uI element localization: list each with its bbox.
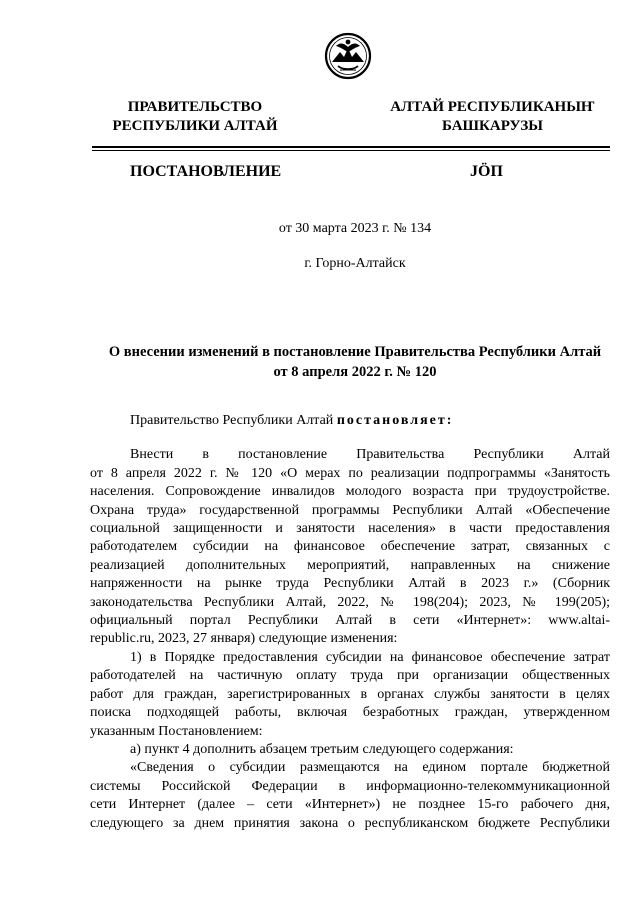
title-line: О внесении изменений в постановление Правительства Республики Алтай	[108, 344, 602, 360]
header-right-line: БАШКАРУЗЫ	[442, 118, 543, 134]
body-line: следующего за днем принятия закона о республиканском бюджете Республики	[90, 815, 610, 831]
preamble-text: Правительство Республики Алтай	[130, 413, 337, 428]
document-header	[0, 98, 640, 138]
coat-of-arms-emblem-icon	[324, 30, 372, 82]
body-line: работодателем субсидии на финансовое обеспечение затрат, связанных с	[90, 539, 610, 555]
document-date-number: от 30 марта 2023 г. № 134	[278, 221, 432, 236]
body-line: указанным Постановлением:	[90, 723, 263, 739]
body-line: «Сведения о субсидии размещаются на едином портале бюджетной	[130, 760, 610, 776]
body-line: законодательства Республики Алтай, 2022, № 198(204); 2023, № 199(205);	[90, 594, 610, 610]
body-line: социальной защищенности и занятости населения» в части предоставления	[90, 521, 610, 537]
body-line: официальный портал Республики Алтай в сети «Интернет»: www.altai-	[90, 613, 610, 629]
body-line: работодателей на частичную оплату труда при организации общественных	[90, 668, 610, 684]
document-title	[90, 342, 620, 382]
body-line: а) пункт 4 дополнить абзацем третьим следующего содержания:	[130, 741, 514, 757]
body-line: сети Интернет (далее – сети «Интернет») не позднее 15-го рабочего дня,	[90, 797, 610, 813]
preamble-emphasis: постановляет:	[336, 413, 454, 428]
header-divider-thin	[92, 150, 610, 151]
header-left-line: ПРАВИТЕЛЬСТВО	[127, 99, 263, 115]
header-right-line: АЛТАЙ РЕСПУБЛИКАНЫҤ	[390, 99, 595, 115]
header-divider-thick	[92, 146, 610, 148]
body-line: Внести в постановление Правительства Республики Алтай	[130, 447, 610, 463]
body-line: поиска подходящей работы, включая безработных граждан, утвержденном	[90, 705, 610, 721]
body-line: republic.ru, 2023, 27 января) следующие изменения:	[90, 631, 398, 647]
body-text-lines	[90, 446, 610, 833]
body-line: Охрана труда» государственной программы Республики Алтай «Обеспечение	[90, 502, 610, 518]
doc-type-altai: JÖП	[470, 163, 503, 180]
header-left-authority	[95, 98, 295, 136]
document-city: г. Горно-Алтайск	[304, 256, 406, 271]
document-body	[90, 412, 610, 833]
header-right-authority	[385, 98, 600, 136]
body-line: работ для граждан, зарегистрированных в органах службы занятости в целях	[90, 686, 610, 702]
header-left-line: РЕСПУБЛИКИ АЛТАЙ	[112, 118, 278, 134]
title-line: от 8 апреля 2022 г. № 120	[273, 364, 437, 380]
body-line: системы Российской Федерации в информационно-телекоммуникационной	[90, 778, 610, 794]
body-line: реализацией дополнительных мероприятий, направленных на снижение	[90, 557, 610, 573]
body-line: от 8 апреля 2022 г. № 120 «О мерах по реализации подпрограммы «Занятость	[90, 465, 610, 481]
doc-type-russian: ПОСТАНОВЛЕНИЕ	[130, 163, 282, 180]
preamble-paragraph	[90, 412, 610, 430]
body-line: 1) в Порядке предоставления субсидии на финансовое обеспечение затрат	[130, 649, 610, 665]
body-line: населения. Сопровождение инвалидов молодого возраста при трудоустройстве.	[90, 484, 610, 500]
body-line: напряженности на рынке труда Республики Алтай в 2023 г.» (Сборник	[90, 576, 610, 592]
